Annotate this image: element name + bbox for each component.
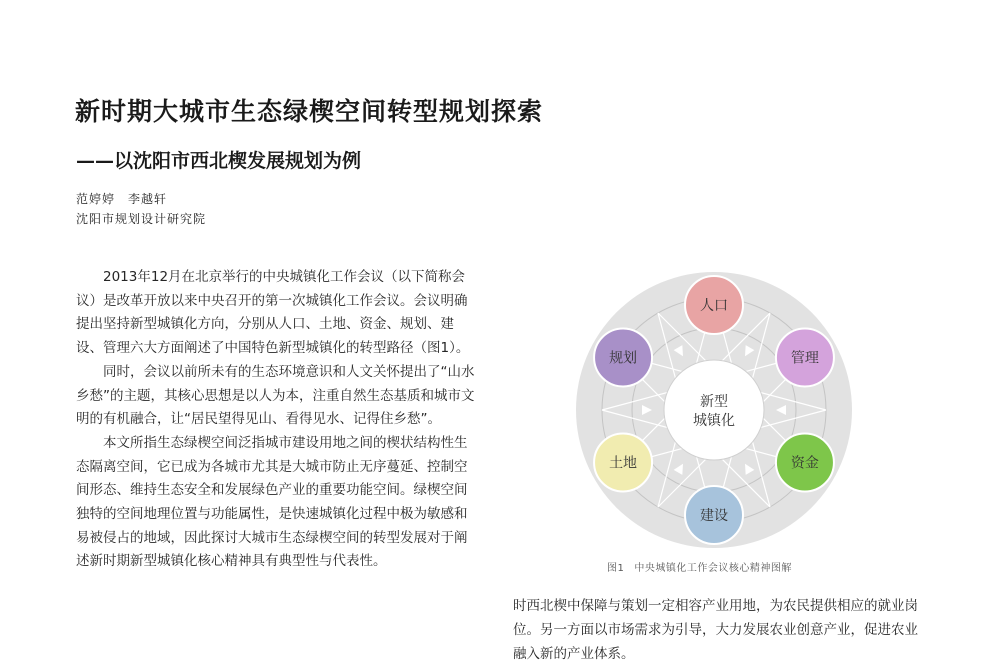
right-paragraph: 时西北楔中保障与策划一定相容产业用地，为农民提供相应的就业岗位。另一方面以市场需求为引导，大力发展农业创意产业，促进农业融入新的产业体系。 [513, 598, 918, 662]
paragraph-3: 本文所指生态绿楔空间泛指城市建设用地之间的楔状结构性生态隔离空间，它已成为各城市尤其是大城市防止无序蔓延、控制空间形态、维持生态安全和发展绿色产业的重要功能空间。绿楔空间独特的空间地理位置与功能属性，是快速城镇化过程中极为敏感和易被侵占的地域，因此探讨大城市生态绿楔空间的转型发展对于阐述新时期新型城镇化核心精神具有典型性与代表性。 [76, 434, 468, 570]
paper-title: 新时期大城市生态绿楔空间转型规划探索 [75, 97, 544, 126]
urbanization-diagram [574, 270, 854, 550]
node-label-4: 建设 [700, 508, 728, 524]
figure-1-caption [607, 559, 792, 574]
paper-subtitle: ——以沈阳市西北楔发展规划为例 [76, 150, 362, 172]
node-label-3: 资金 [790, 455, 819, 472]
center-label-line1: 新型 [700, 394, 728, 410]
center-label-line2: 城镇化 [693, 413, 735, 429]
node-label-1: 人口 [700, 298, 728, 314]
node-label-2: 管理 [790, 350, 819, 367]
center-circle [664, 360, 764, 460]
right-column-body [513, 594, 925, 666]
paper-authors: 范婷婷 李越轩 [76, 192, 168, 206]
figure-caption-text: 中央城镇化工作会议核心精神图解 [634, 563, 792, 574]
node-label-6: 规划 [609, 350, 638, 367]
node-label-5: 土地 [609, 455, 638, 472]
left-column-body [76, 266, 478, 574]
paper-institution: 沈阳市规划设计研究院 [76, 212, 207, 226]
paragraph-1: 2013年12月在北京举行的中央城镇化工作会议（以下简称会议）是改革开放以来中央召开的第一次城镇化工作会议。会议明确提出坚持新型城镇化方向，分别从人口、土地、资金、规划、建设、管理六大方面阐述了中国特色新型城镇化的转型路径（图1）。 [76, 269, 470, 357]
figure-number: 图1 [607, 563, 625, 574]
paragraph-2: 同时，会议以前所未有的生态环境意识和人文关怀提出了“山水乡愁”的主题，其核心思想是以人为本，注重自然生态基质和城市文明的有机融合，让“居民望得见山、看得见水、记得住乡愁”。 [76, 363, 475, 428]
figure-1-diagram [574, 270, 854, 550]
